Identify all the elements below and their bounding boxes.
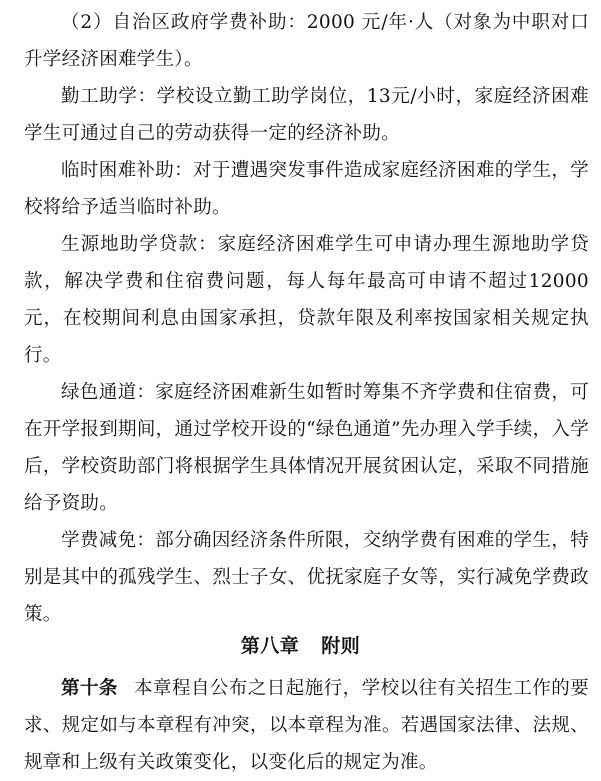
article-label: 第十条	[61, 678, 118, 699]
paragraph-tuition-subsidy: （2）自治区政府学费补助：2000 元/年·人（对象为中职对口升学经济困难学生）。	[24, 12, 589, 70]
chapter-number: 第八章	[240, 635, 300, 657]
paragraph-student-loan: 生源地助学贷款：家庭经济困难学生可申请办理生源地助学贷款，解决学费和住宿费问题，每人每年最高可申请不超过12000元，在校期间利息由国家承担，贷款年限及利率按国家相关规定执行。	[24, 234, 589, 366]
paragraph-temporary-aid: 临时困难补助：对于遭遇突发事件造成家庭经济困难的学生，学校将给予适当临时补助。	[24, 160, 589, 218]
paragraph-work-study: 勤工助学：学校设立勤工助学岗位，13元/小时，家庭经济困难学生可通过自己的劳动获得一定的经济补助。	[24, 86, 589, 144]
paragraph-tuition-waiver: 学费减免：部分确因经济条件所限，交纳学费有困难的学生，特别是其中的孤残学生、烈士子女、优抚家庭子女等，实行减免学费政策。	[24, 530, 589, 625]
chapter-title: 附则	[321, 635, 361, 657]
chapter-heading	[0, 628, 601, 665]
paragraph-green-channel: 绿色通道：家庭经济困难新生如暂时筹集不齐学费和住宿费，可在开学报到期间，通过学校开设的“绿色通道”先办理入学手续，入学后，学校资助部门将根据学生具体情况开展贫困认定，采取不同措施给予资助。	[24, 382, 589, 514]
article-ten	[24, 670, 589, 781]
article-text: 本章程自公布之日起施行，学校以往有关招生工作的要求、规定如与本章程有冲突，以本章程为准。若遇国家法律、法规、规章和上级有关政策变化，以变化后的规定为准。	[24, 678, 589, 773]
